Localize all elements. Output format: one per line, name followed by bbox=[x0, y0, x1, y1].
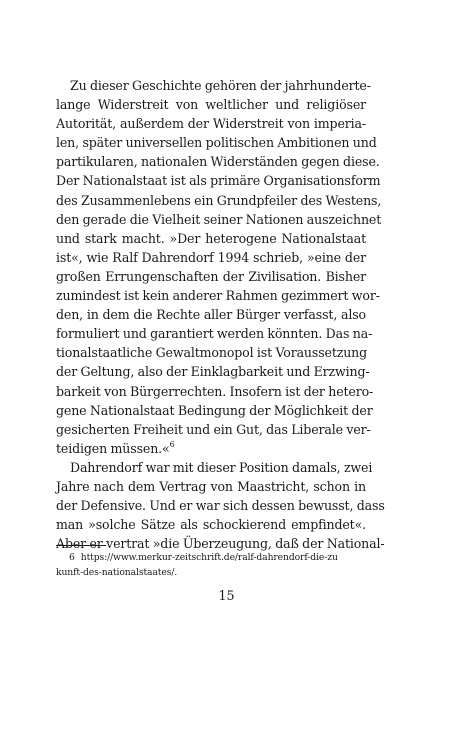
body-line: und stark macht. »Der heterogene Nationalstaat bbox=[56, 230, 366, 246]
body-line: ist«, wie Ralf Dahrendorf 1994 schrieb, »eine der bbox=[56, 249, 366, 265]
body-line: Autorität, außerdem der Widerstreit von imperia- bbox=[56, 116, 366, 132]
footnote-number: 6 bbox=[69, 552, 75, 563]
page-number: 15 bbox=[218, 588, 235, 603]
body-line: den gerade die Vielheit seiner Nationen auszeichnet bbox=[56, 211, 382, 227]
body-line: Zu dieser Geschichte gehören der jahrhunderte- bbox=[70, 78, 371, 93]
body-line: des Zusammenlebens ein Grundpfeiler des Westens, bbox=[56, 192, 382, 208]
body-text bbox=[56, 76, 385, 553]
body-line: zumindest ist kein anderer Rahmen gezimmert wor- bbox=[56, 288, 380, 304]
body-line: gene Nationalstaat Bedingung der Möglichkeit der bbox=[56, 402, 373, 418]
footnote-line bbox=[56, 550, 366, 565]
body-line-with-footnote-ref bbox=[56, 439, 366, 458]
body-line-text: teidigen müssen.« bbox=[56, 440, 170, 456]
body-line: barkeit von Bürgerrechten. Insofern ist der hetero- bbox=[56, 383, 374, 399]
body-line: der Defensive. Und er war sich dessen bewusst, dass bbox=[56, 498, 385, 514]
body-line: Der Nationalstaat ist als primäre Organisationsform bbox=[56, 173, 381, 189]
body-line: len, später universellen politischen Ambitionen und bbox=[56, 135, 377, 151]
body-line: den, in dem die Rechte aller Bürger verfasst, also bbox=[56, 307, 366, 323]
footnote-divider bbox=[56, 545, 106, 546]
body-line: man »solche Sätze als schockierend empfindet«. bbox=[56, 517, 366, 533]
body-line: Aber er vertrat »die Überzeugung, daß der National- bbox=[56, 536, 385, 552]
body-line: der Geltung, also der Einklagbarkeit und Erzwing- bbox=[56, 364, 370, 380]
footnote-line: kunft-des-nationalstaates/. bbox=[56, 567, 178, 578]
body-line: lange Widerstreit von weltlicher und religiöser bbox=[56, 97, 366, 113]
body-line: partikularen, nationalen Widerständen gegen diese. bbox=[56, 154, 380, 170]
body-line: großen Errungenschaften der Zivilisation. Bisher bbox=[56, 268, 366, 284]
footnote-text: https://www.merkur-zeitschrift.de/ralf-dahrendorf-die-zu bbox=[80, 552, 338, 563]
body-line: formuliert und garantiert werden könnten. Das na- bbox=[56, 326, 373, 342]
body-line: Dahrendorf war mit dieser Position damals, zwei bbox=[70, 459, 373, 475]
footnote-reference: 6 bbox=[169, 439, 175, 449]
body-line: tionalstaatliche Gewaltmonopol ist Voraussetzung bbox=[56, 345, 368, 361]
footnote bbox=[56, 550, 366, 580]
body-line: Jahre nach dem Vertrag von Maastricht, schon in bbox=[56, 478, 366, 494]
body-line: gesicherten Freiheit und ein Gut, das Liberale ver- bbox=[56, 421, 371, 437]
